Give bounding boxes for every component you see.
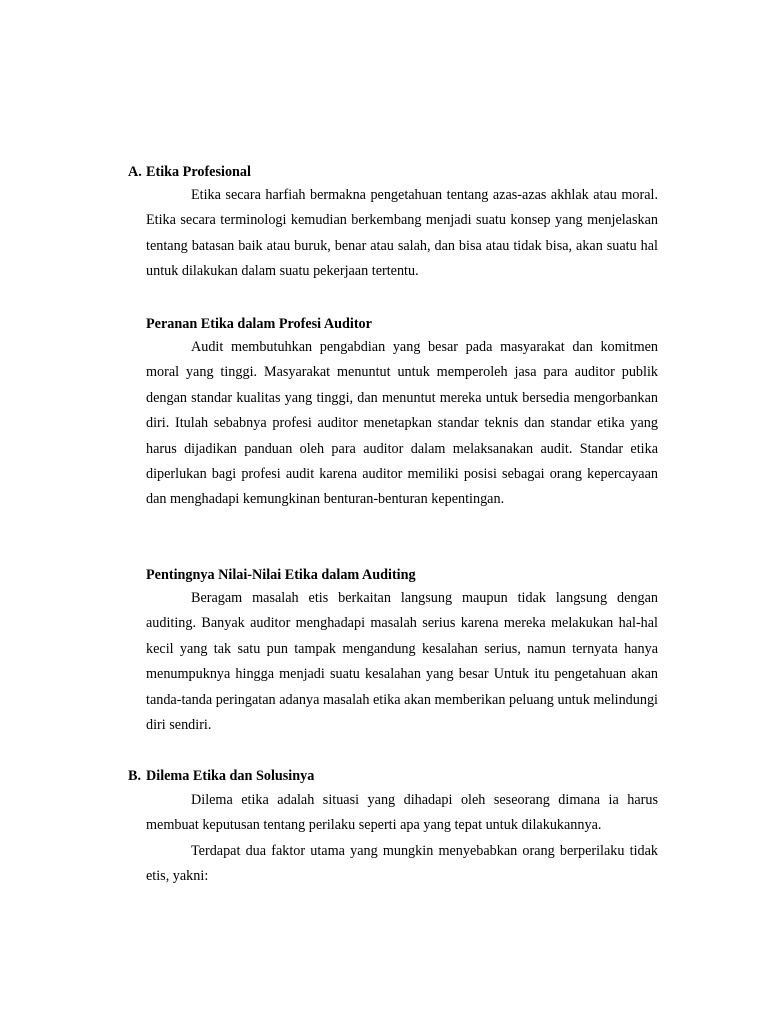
subsection-pentingnya-paragraph: Beragam masalah etis berkaitan langsung maupun tidak langsung dengan auditing. Banyak auditor menghadapi masalah serius karena mereka melakukan hal-hal kecil yang tak satu pun tampak mengandung kesalahan serius, namun ternyata hanya menumpuknya hingga menjadi suatu kesalahan yang besar Untuk itu pengetahuan akan tanda-tanda peringatan adanya masalah etika akan memberikan peluang untuk melindungi diri sendiri. — [146, 590, 658, 734]
section-b-title: Dilema Etika dan Solusinya — [146, 768, 315, 784]
section-b-paragraph-2: Terdapat dua faktor utama yang mungkin menyebabkan orang berperilaku tidak etis, yakni: — [146, 843, 658, 885]
section-b-marker: B. — [128, 768, 142, 784]
subsection-peranan-paragraph: Audit membutuhkan pengabdian yang besar pada masyarakat dan komitmen moral yang tinggi. Masyarakat menuntut untuk memperoleh jasa para auditor publik dengan standar kualitas yang tinggi, dan menuntut mereka untuk bersedia mengorbankan diri. Itulah sebabnya profesi auditor menetapkan standar teknis dan standar etika yang harus dijadikan panduan oleh para auditor dalam melaksanakan audit. Standar etika diperlukan bagi profesi audit karena auditor memiliki posisi sebagai orang kepercayaan dan menghadapi kemungkinan benturan-benturan kepentingan. — [146, 339, 658, 508]
section-b-paragraph-1: Dilema etika adalah situasi yang dihadapi oleh seseorang dimana ia harus membuat keputusan tentang perilaku seperti apa yang tepat untuk dilakukannya. — [146, 792, 658, 834]
section-a-heading — [128, 163, 251, 181]
section-b-heading — [128, 767, 314, 785]
subsection-peranan-heading: Peranan Etika dalam Profesi Auditor — [146, 316, 372, 332]
subsection-pentingnya-heading: Pentingnya Nilai-Nilai Etika dalam Auditing — [146, 567, 416, 583]
section-a-paragraph: Etika secara harfiah bermakna pengetahuan tentang azas-azas akhlak atau moral. Etika secara terminologi kemudian berkembang menjadi suatu konsep yang menjelaskan tentang batasan baik atau buruk, benar atau salah, dan bisa atau tidak bisa, akan suatu hal untuk dilakukan dalam suatu pekerjaan tertentu. — [146, 187, 658, 280]
section-a-marker: A. — [128, 164, 142, 180]
section-a-title: Etika Profesional — [146, 164, 251, 180]
